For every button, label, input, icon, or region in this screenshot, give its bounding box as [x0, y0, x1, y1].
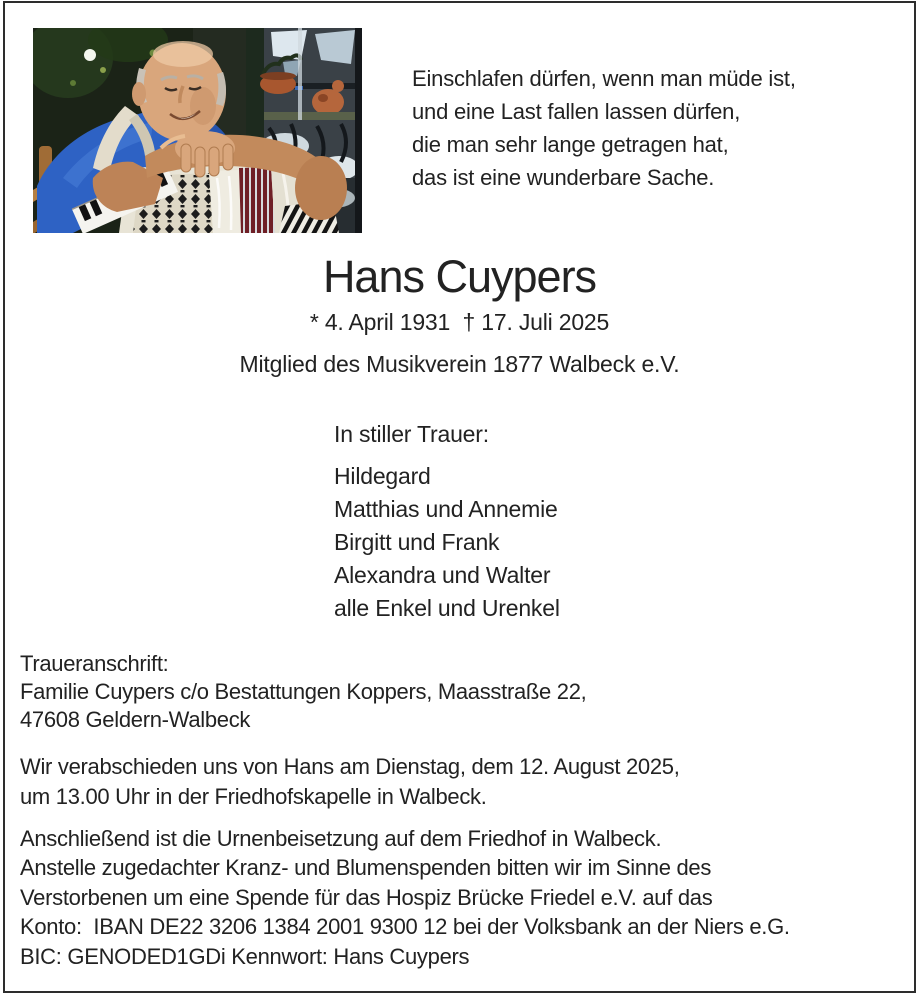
mourner-name: Alexandra und Walter — [334, 562, 551, 588]
burial-line: Anstelle zugedachter Kranz- und Blumenspenden bitten wir im Sinne des — [20, 855, 712, 881]
accordion-bellows — [239, 167, 275, 233]
verse-line: die man sehr lange getragen hat, — [412, 132, 729, 157]
verse-line: Einschlafen dürfen, wenn man müde ist, — [412, 66, 796, 91]
address-block — [20, 650, 586, 734]
portrait-photo — [33, 28, 362, 233]
burial-line: Anschließend ist die Urnenbeisetzung auf dem Friedhof in Walbeck. — [20, 826, 662, 851]
farewell-line: Wir verabschieden uns von Hans am Dienstag, dem 12. August 2025, — [20, 754, 680, 779]
deceased-name: Hans Cuypers — [322, 251, 597, 302]
membership-line: Mitglied des Musikverein 1877 Walbeck e.V. — [239, 351, 680, 377]
burial-block — [20, 824, 790, 971]
memorial-verse — [412, 62, 796, 194]
address-label: Traueranschrift: — [20, 651, 169, 676]
burial-line: BIC: GENODED1GDi Kennwort: Hans Cuypers — [20, 943, 470, 969]
address-line: Familie Cuypers c/o Bestattungen Koppers, Maasstraße 22, — [20, 679, 587, 704]
verse-line: das ist eine wunderbare Sache. — [412, 165, 715, 190]
mourner-name: Matthias und Annemie — [334, 496, 558, 522]
mourning-intro: In stiller Trauer: — [334, 421, 489, 447]
farewell-line: um 13.00 Uhr in der Friedhofskapelle in Walbeck. — [20, 784, 487, 809]
address-line: 47608 Geldern-Walbeck — [20, 707, 251, 732]
mourner-name: alle Enkel und Urenkel — [334, 595, 560, 621]
verse-line: und eine Last fallen lassen dürfen, — [412, 99, 741, 124]
burial-line: Konto: IBAN DE22 3206 1384 2001 9300 12 bei der Volksbank an der Niers e.G. — [20, 914, 790, 940]
burial-line: Verstorbenen um eine Spende für das Hospiz Brücke Friedel e.V. auf das — [20, 884, 713, 910]
mourning-section — [334, 418, 560, 625]
mourner-name: Birgitt und Frank — [334, 529, 500, 555]
life-dates: * 4. April 1931 † 17. Juli 2025 — [309, 309, 610, 335]
farewell-block — [20, 752, 680, 812]
mourner-name: Hildegard — [334, 463, 431, 489]
